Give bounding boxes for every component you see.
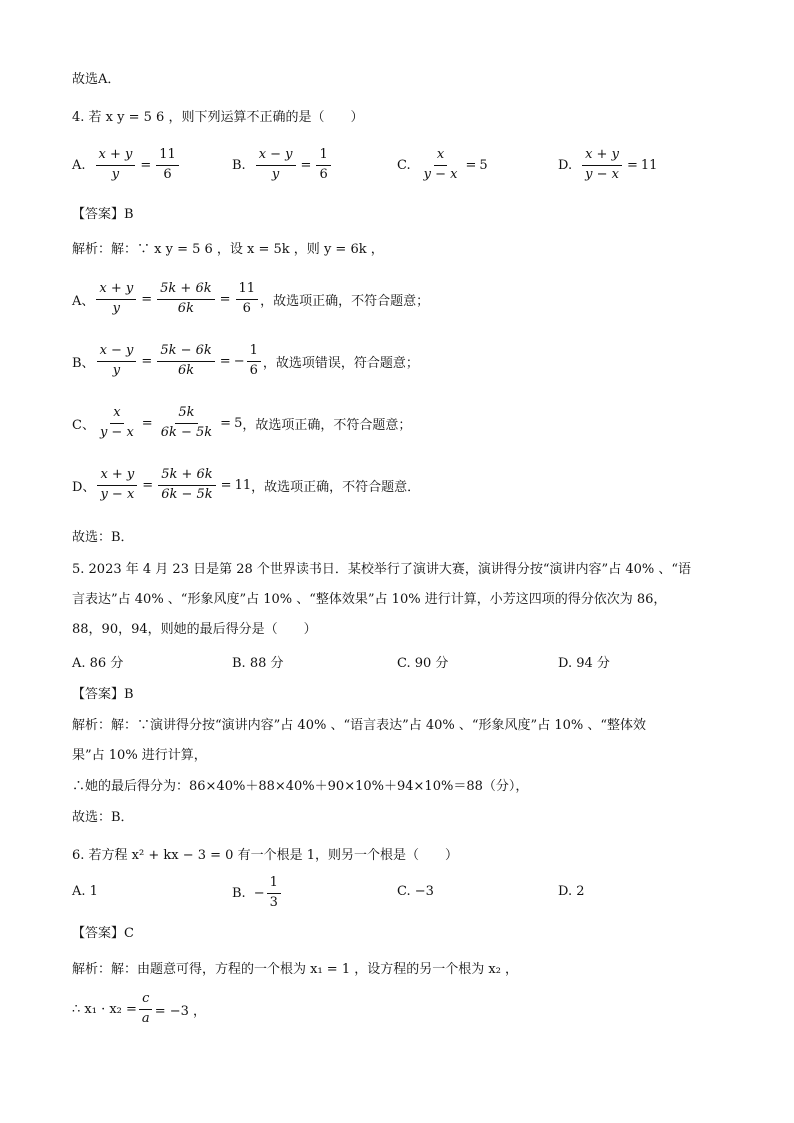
fraction [96,148,136,183]
option-label: A. [72,157,86,173]
denominator: 6 [249,362,258,378]
denominator: 6 [319,166,328,182]
q5-option-a: A. 86 分 [72,656,124,671]
q6-stem: 6. 若方程 x² + kx − 3 = 0 有一个根是 1，则另一个根是（ ） [72,848,458,863]
numerator: x [434,148,447,166]
q6-option-d: D. 2 [558,884,585,899]
fraction [96,282,136,317]
expression-prefix: ∴ x₁ · x₂ = [72,1001,137,1017]
fraction [157,344,214,379]
step-label: D、 [72,479,96,495]
q6-option-c: C. −3 [397,884,434,899]
q6-last-line [72,986,206,1032]
fraction [267,876,281,911]
minus-sign: − [233,353,245,369]
numerator: x + y [582,148,622,166]
q5-final: 故选：B． [72,810,134,825]
denominator: 6k [177,300,194,316]
q4-option-b: B. $\frac{x - y}{y}$ = $\frac{1}{6}$ [232,142,333,188]
q5-line-1: 5. 2023 年 4 月 23 日是第 28 个世界读书日．某校举行了演讲大赛，演讲得分按“演讲内容”占 40% 、“语 [72,562,691,577]
option-label: C. [397,157,411,173]
q5-line-2: 言表达”占 40% 、“形象风度”占 10% 、“整体效果”占 10% 进行计算，小芳这四项的得分依次为 86， [72,592,667,607]
q6-option-b [232,870,283,916]
q5-option-d: D. 94 分 [558,656,610,671]
q4-step-b: B、 $\frac{x - y}{y}$ = $\frac{5k - 6k}{6k}$ = − $\frac{1}{6}$ ，故选项错误，符合题意； [72,342,419,378]
option-label: B. [232,157,246,173]
fraction [157,282,214,317]
q5-answer: 【答案】B [72,687,134,702]
q4-step-c: C、 $\frac{x}{y - x}$ = $\frac{5k}{6k - 5k}$ = 5 ，故选项正确，不符合题意； [72,404,412,440]
step-label: A、 [72,293,95,309]
numerator: x [110,406,123,424]
q4-step-d: D、 $\frac{x + y}{y - x}$ = $\frac{5k + 6k}{6k - 5k}$ = 11 ，故选项正确，不符合题意． [72,466,421,502]
q5-analysis-2: 果”占 10% 进行计算， [72,748,207,763]
fraction [158,468,215,503]
numerator: 5k + 6k [157,282,214,300]
fraction [139,992,153,1027]
fraction [247,344,261,379]
q4-options [72,142,732,188]
denominator: y − x [423,166,458,182]
q4-answer: 【答案】B [72,207,134,222]
numerator: 5k − 6k [157,344,214,362]
q4-option-a: A. $\frac{x + y}{y}$ = $\frac{11}{6}$ [72,142,181,188]
q5-analysis-1: 解析：解：∵演讲得分按“演讲内容”占 40% 、“语言表达”占 40% 、“形象风度”占 10% 、“整体效 [72,718,646,733]
numerator: x + y [96,282,136,300]
fraction [97,406,137,441]
step-text: ，故选项正确，不符合题意． [251,479,421,495]
q4-option-c: C. $\frac{x}{y - x}$ = 5 [397,146,488,182]
option-label: B. [232,885,246,901]
step-text: ，故选项正确，不符合题意； [260,293,430,309]
expression-tail: = −3 ， [154,1003,207,1019]
denominator: 6k [177,362,195,378]
numerator: c [139,992,152,1010]
step-label: C、 [72,417,95,433]
q5-analysis-3: ∴她的最后得分为：86×40%＋88×40%＋90×10%＋94×10%＝88（分）， [72,779,529,794]
numerator: x + y [97,468,137,486]
q4-analysis: 解析：解：∵ x y = 5 6 ，设 x = 5k ，则 y = 6k ， [72,242,384,257]
option-label: D. [558,157,573,173]
step-text: ，故选项正确，不符合题意； [242,417,412,433]
fraction [421,148,461,183]
denominator: y − x [100,486,135,502]
fraction [582,148,622,183]
denominator: y − x [99,424,134,440]
fraction [97,344,137,379]
step-label: B、 [72,355,95,371]
fraction [158,406,215,441]
fraction [316,148,330,183]
minus-sign: − [253,885,265,901]
rhs-value: 11 [640,157,658,173]
fraction [236,282,259,317]
denominator: y [112,362,121,378]
q6-answer: 【答案】C [72,926,134,941]
denominator: a [141,1010,150,1026]
denominator: y [111,166,120,182]
fraction [156,148,179,183]
previous-answer-line: 故选A． [72,72,121,87]
q6-option-a: A. 1 [72,884,98,899]
result-value: 5 [234,415,243,431]
numerator: 11 [236,282,259,300]
q4-stem: 4. 若 x y = 5 6 ，则下列运算不正确的是（ ） [72,110,364,125]
fraction [256,148,296,183]
q6-analysis: 解析：解：由题意可得，方程的一个根为 x₁ = 1 ，设方程的另一个根为 x₂ ， [72,962,519,977]
denominator: y [112,300,120,316]
denominator: 6 [163,166,172,182]
q4-final: 故选：B． [72,530,134,545]
fraction [97,468,137,503]
q4-option-d: D. $\frac{x + y}{y - x}$ = 11 [558,146,658,182]
denominator: y − x [585,166,619,182]
denominator: y [271,166,280,182]
numerator: 1 [267,876,281,894]
numerator: x − y [256,148,296,166]
q5-option-c: C. 90 分 [397,656,449,671]
denominator: 6k − 5k [161,486,213,502]
numerator: 1 [316,148,330,166]
result-value: 11 [234,477,252,493]
numerator: 5k [175,406,197,424]
q5-line-3: 88，90，94，则她的最后得分是（ ） [72,622,317,637]
numerator: 5k + 6k [158,468,215,486]
numerator: x − y [97,344,137,362]
denominator: 6 [242,300,251,316]
denominator: 3 [269,894,278,910]
numerator: 11 [156,148,179,166]
q4-step-a: A、 $\frac{x + y}{y}$ = $\frac{5k + 6k}{6k}$ = $\frac{11}{6}$ ，故选项正确，不符合题意； [72,280,430,316]
rhs-value: 5 [479,157,488,173]
q5-option-b: B. 88 分 [232,656,284,671]
denominator: 6k − 5k [160,424,213,440]
numerator: 1 [247,344,261,362]
numerator: x + y [96,148,136,166]
step-text: ，故选项错误，符合题意； [262,355,419,371]
